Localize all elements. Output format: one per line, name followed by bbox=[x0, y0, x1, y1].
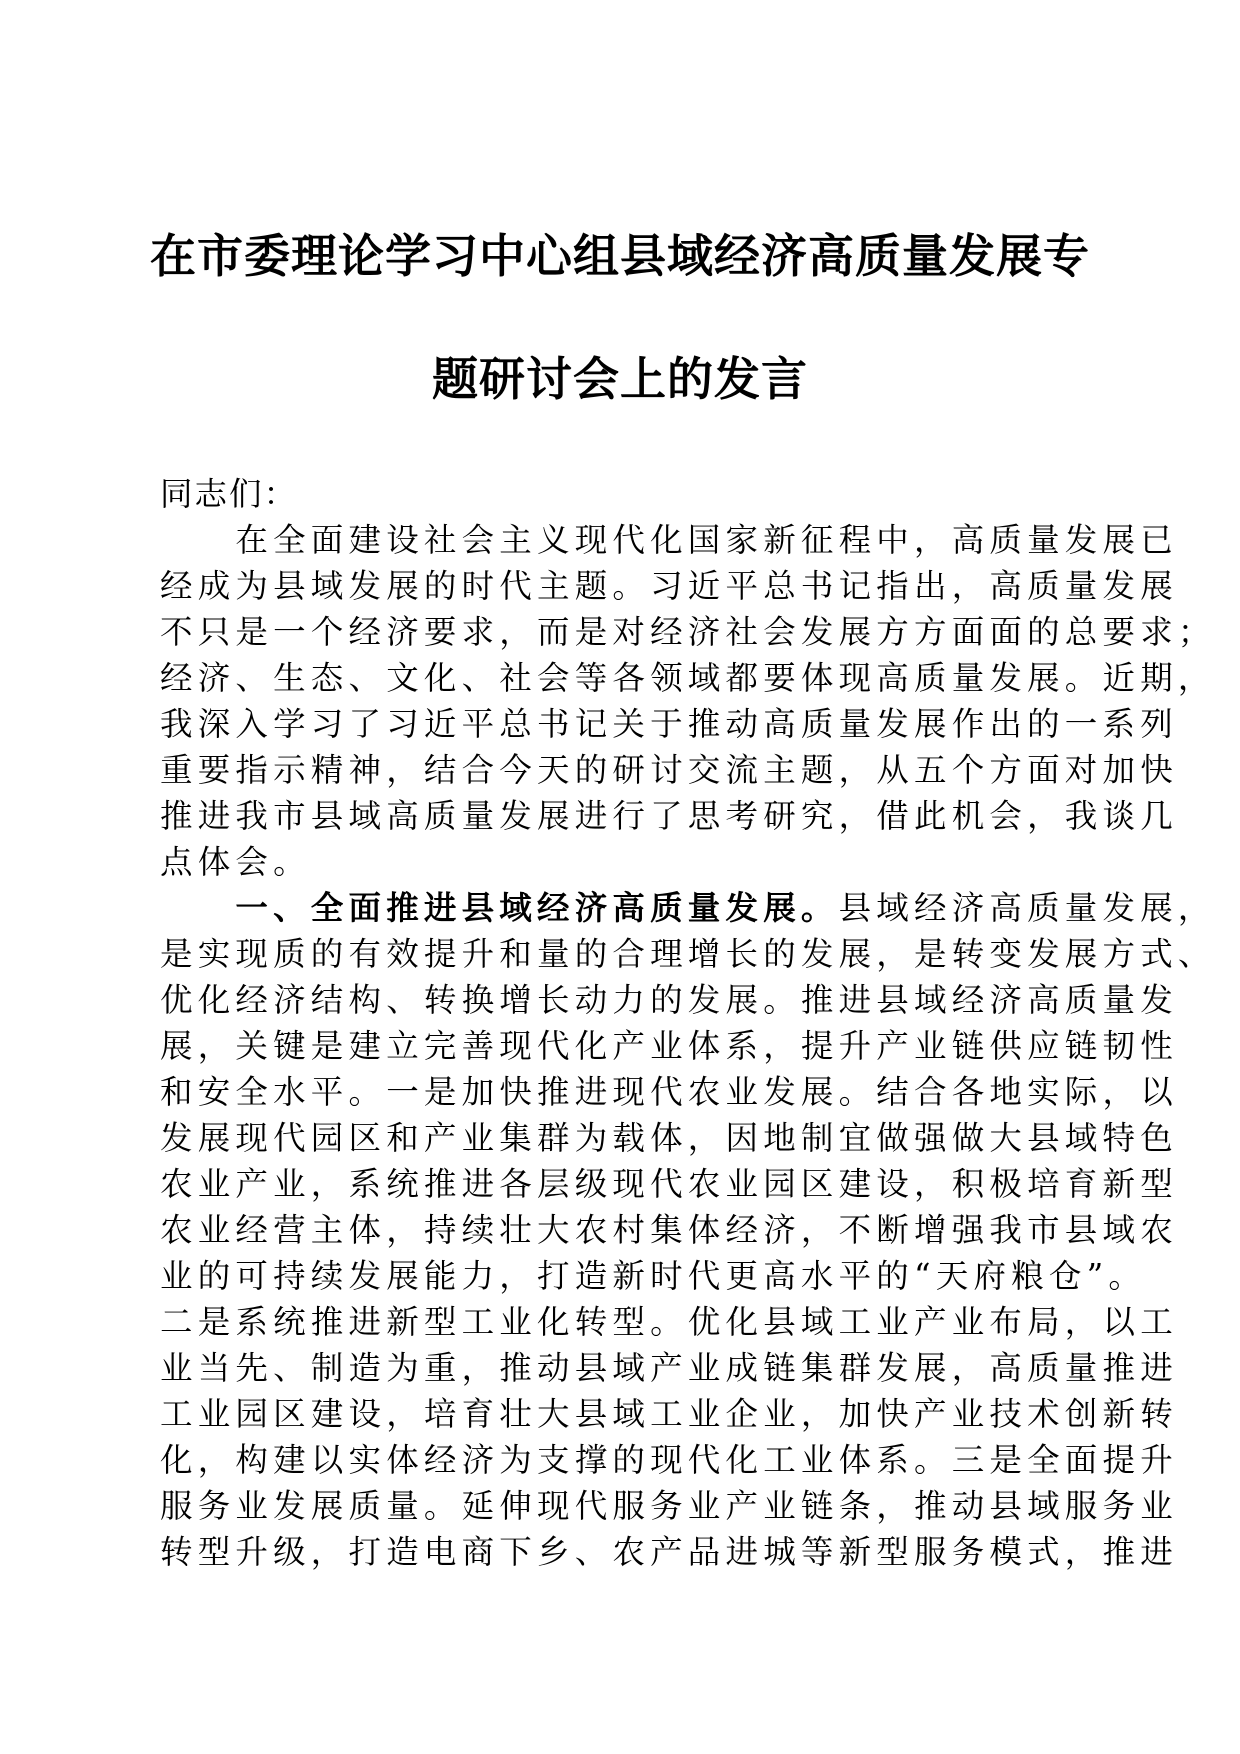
paragraph-line: 优化经济结构、转换增长动力的发展。推进县域经济高质量发 bbox=[160, 981, 1178, 1019]
section-1-heading: 一、全面推进县域经济高质量发展。 bbox=[235, 888, 839, 927]
section-1-first-line-rest: 县域经济高质量发展， bbox=[838, 889, 1216, 927]
paragraph-line: 点体会。 bbox=[160, 843, 311, 881]
indent bbox=[160, 889, 235, 927]
paragraph-line: 经成为县域发展的时代主题。习近平总书记指出，高质量发展 bbox=[160, 567, 1178, 605]
document-title-line-1: 在市委理论学习中心组县域经济高质量发展专 bbox=[150, 229, 1090, 283]
paragraph-line: 发展现代园区和产业集群为载体，因地制宜做强做大县域特色 bbox=[160, 1119, 1178, 1157]
paragraph-line: 展，关键是建立完善现代化产业体系，提升产业链供应链韧性 bbox=[160, 1027, 1178, 1065]
paragraph-line: 业当先、制造为重，推动县域产业成链集群发展，高质量推进 bbox=[160, 1349, 1178, 1387]
paragraph-line: 化，构建以实体经济为支撑的现代化工业体系。三是全面提升 bbox=[160, 1441, 1178, 1479]
paragraph-line: 不只是一个经济要求，而是对经济社会发展方方面面的总要求； bbox=[160, 613, 1216, 651]
paragraph-line: 推进我市县域高质量发展进行了思考研究，借此机会，我谈几 bbox=[160, 797, 1178, 835]
paragraph-line: 和安全水平。一是加快推进现代农业发展。结合各地实际，以 bbox=[160, 1073, 1178, 1111]
document-title-line-2: 题研讨会上的发言 bbox=[432, 352, 808, 406]
paragraph-line: 是实现质的有效提升和量的合理增长的发展，是转变发展方式、 bbox=[160, 935, 1216, 973]
paragraph-line: 服务业发展质量。延伸现代服务业产业链条，推动县域服务业 bbox=[160, 1487, 1178, 1525]
paragraph-line: 工业园区建设，培育壮大县域工业企业，加快产业技术创新转 bbox=[160, 1395, 1178, 1433]
greeting: 同志们： bbox=[160, 475, 299, 513]
paragraph-line: 二是系统推进新型工业化转型。优化县域工业产业布局，以工 bbox=[160, 1303, 1178, 1341]
section-1 bbox=[160, 885, 1216, 1575]
paragraph-line: 经济、生态、文化、社会等各领域都要体现高质量发展。近期， bbox=[160, 659, 1216, 697]
paragraph-intro bbox=[160, 517, 1216, 885]
paragraph-line: 在全面建设社会主义现代化国家新征程中，高质量发展已 bbox=[160, 521, 1178, 559]
section-1-first-line bbox=[160, 885, 1216, 931]
paragraph-line: 我深入学习了习近平总书记关于推动高质量发展作出的一系列 bbox=[160, 705, 1178, 743]
paragraph-line: 转型升级，打造电商下乡、农产品进城等新型服务模式，推进 bbox=[160, 1533, 1178, 1571]
paragraph-line: 农业经营主体，持续壮大农村集体经济，不断增强我市县域农 bbox=[160, 1211, 1178, 1249]
paragraph-line: 农业产业，系统推进各层级现代农业园区建设，积极培育新型 bbox=[160, 1165, 1178, 1203]
paragraph-line: 重要指示精神，结合今天的研讨交流主题，从五个方面对加快 bbox=[160, 751, 1178, 789]
paragraph-line: 业的可持续发展能力，打造新时代更高水平的“天府粮仓”。 bbox=[160, 1257, 1147, 1295]
